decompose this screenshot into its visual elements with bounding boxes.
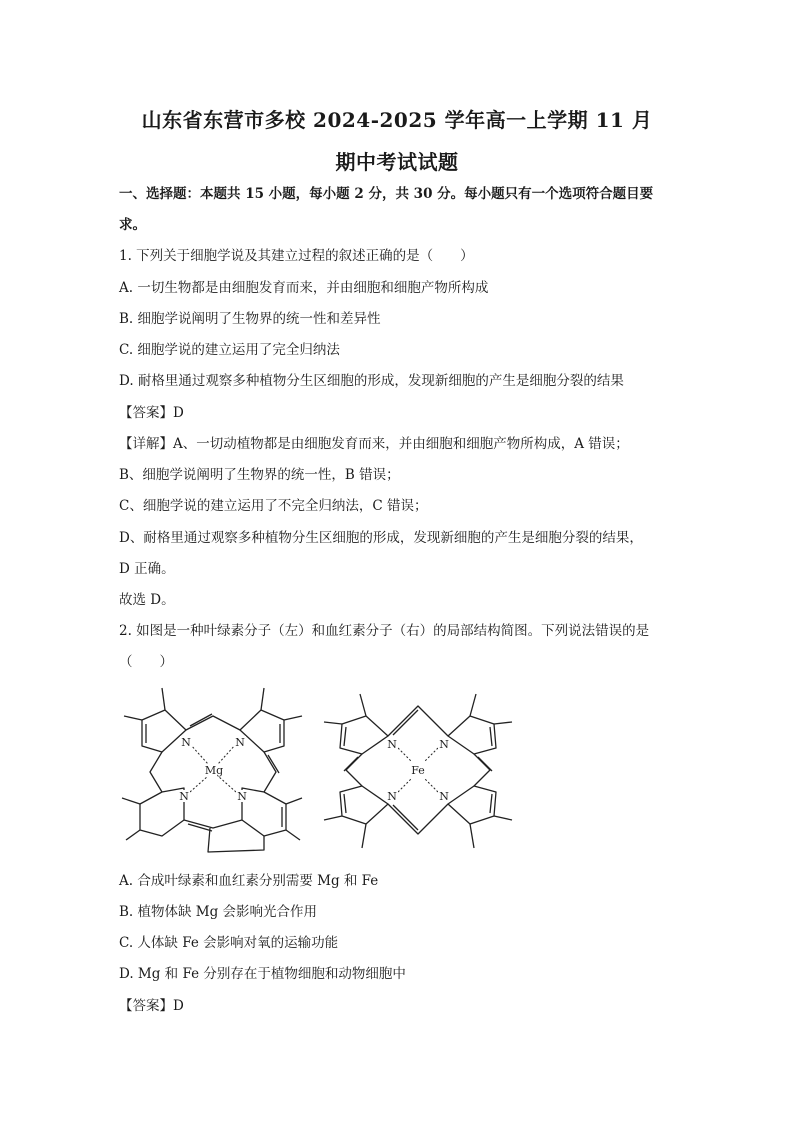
q2-option-b: B. 植物体缺 Mg 会影响光合作用 xyxy=(119,904,318,920)
q1-explanation-line2: B、细胞学说阐明了生物界的统一性，B 错误； xyxy=(119,467,400,483)
n-label: N xyxy=(439,738,449,751)
q1-explanation-line1: 【详解】A、一切动植物都是由细胞发育而来，并由细胞和细胞产物所构成，A 错误； xyxy=(119,436,629,452)
q1-explanation-line4: D、耐格里通过观察多种植物分生区细胞的形成，发现新细胞的产生是细胞分裂的结果， xyxy=(119,530,643,546)
q2-option-a: A. 合成叶绿素和血红素分别需要 Mg 和 Fe xyxy=(119,873,379,889)
n-label: N xyxy=(181,736,191,749)
q1-option-b: B. 细胞学说阐明了生物界的统一性和差异性 xyxy=(119,311,381,327)
q2-answer: 【答案】D xyxy=(119,998,184,1014)
structure-diagram xyxy=(118,680,518,860)
section-heading-line2: 求。 xyxy=(119,217,146,233)
n-label: N xyxy=(237,790,247,803)
fe-atom-label: Fe xyxy=(411,764,425,777)
n-label: N xyxy=(387,790,397,803)
section-heading-line1: 一、选择题：本题共 15 小题，每小题 2 分，共 30 分。每小题只有一个选项符合题目要 xyxy=(119,186,654,202)
q2-stem-line2: （ ） xyxy=(119,654,173,670)
q2-option-c: C. 人体缺 Fe 会影响对氧的运输功能 xyxy=(119,935,339,951)
q1-option-d: D. 耐格里通过观察多种植物分生区细胞的形成，发现新细胞的产生是细胞分裂的结果 xyxy=(119,373,624,389)
q1-answer: 【答案】D xyxy=(119,405,184,421)
q1-explanation-line6: 故选 D。 xyxy=(119,592,175,608)
q1-option-c: C. 细胞学说的建立运用了完全归纳法 xyxy=(119,342,340,358)
q2-stem-line1: 2. 如图是一种叶绿素分子（左）和血红素分子（右）的局部结构简图。下列说法错误的是 xyxy=(119,623,650,639)
n-label: N xyxy=(387,738,397,751)
document-title-line2: 期中考试试题 xyxy=(335,150,459,174)
porphyrin-figure xyxy=(118,680,518,860)
q1-stem: 1. 下列关于细胞学说及其建立过程的叙述正确的是（ ） xyxy=(119,248,474,264)
q2-option-d: D. Mg 和 Fe 分别存在于植物细胞和动物细胞中 xyxy=(119,966,406,982)
n-label: N xyxy=(439,790,449,803)
mg-atom-label: Mg xyxy=(204,764,224,777)
q1-explanation-line3: C、细胞学说的建立运用了不完全归纳法，C 错误； xyxy=(119,498,428,514)
q1-explanation-line5: D 正确。 xyxy=(119,561,175,577)
q1-option-a: A. 一切生物都是由细胞发育而来，并由细胞和细胞产物所构成 xyxy=(119,280,489,296)
n-label: N xyxy=(235,736,245,749)
document-title-line1: 山东省东营市多校 2024-2025 学年高一上学期 11 月 xyxy=(141,108,653,132)
n-label: N xyxy=(179,790,189,803)
